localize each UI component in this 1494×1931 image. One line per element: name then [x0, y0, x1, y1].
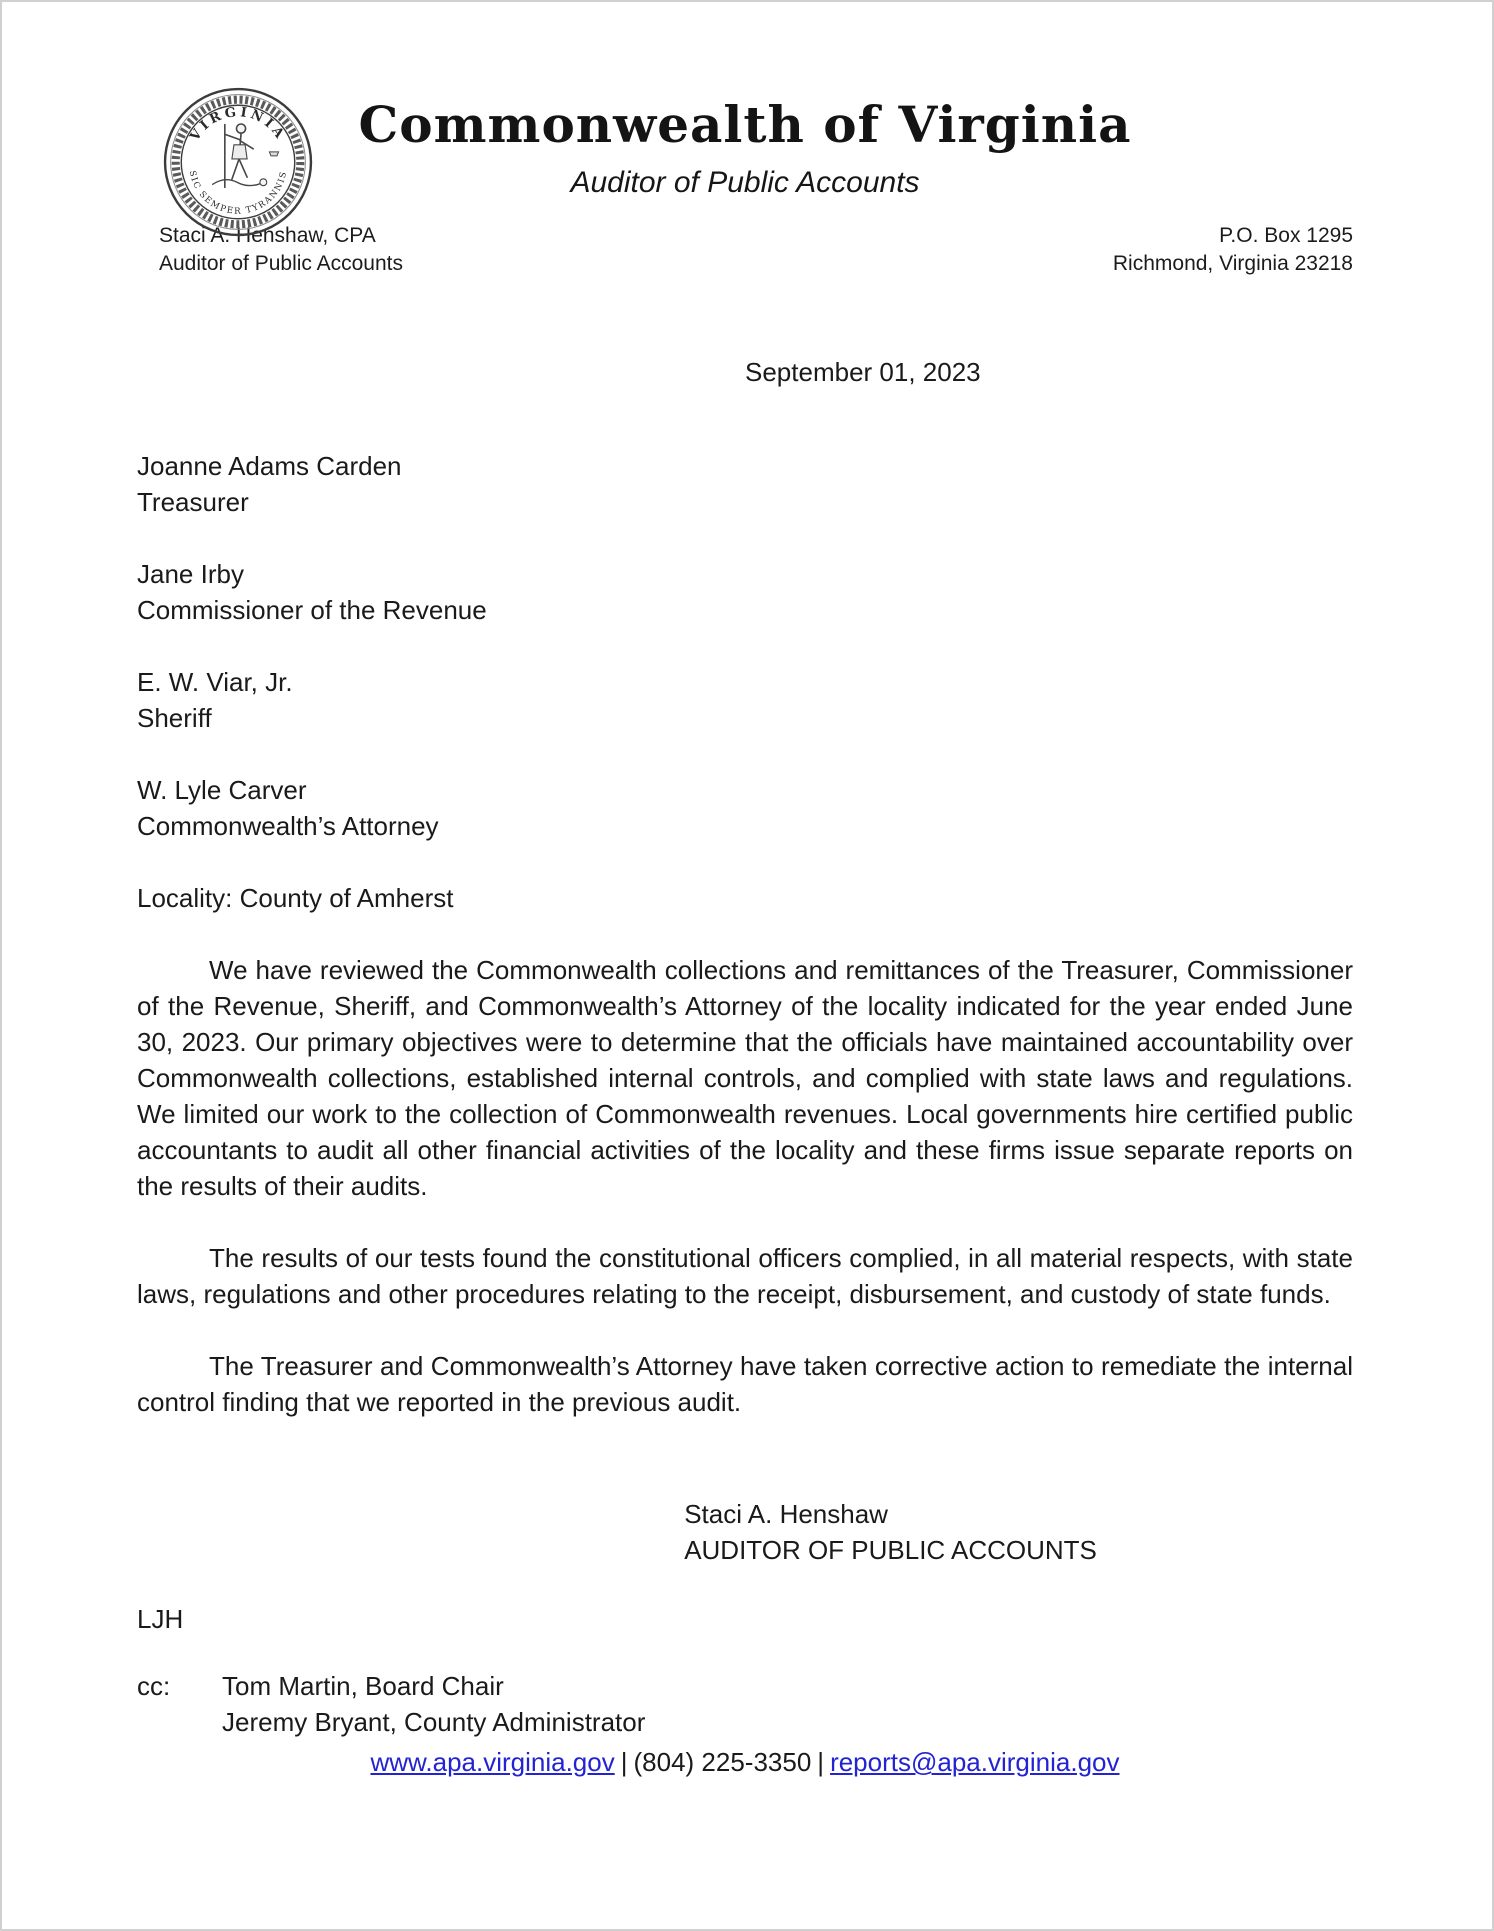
svg-text:SIC SEMPER TYRANNIS: SIC SEMPER TYRANNIS: [186, 169, 290, 217]
letter-content: [2, 2, 1492, 1929]
recipient-name: W. Lyle Carver: [137, 775, 307, 805]
virginia-seal-icon: [162, 86, 314, 238]
signature-name: Staci A. Henshaw: [684, 1499, 888, 1529]
signature-block: [684, 1496, 1353, 1568]
locality-line: Locality: County of Amherst: [137, 883, 454, 913]
cc-name: Jeremy Bryant, County Administrator: [222, 1707, 646, 1737]
footer-separator: |: [817, 1747, 825, 1777]
footer-separator: |: [620, 1747, 628, 1777]
recipient-name: Jane Irby: [137, 559, 244, 589]
recipient-block: [137, 664, 1353, 736]
recipient-title: Sheriff: [137, 703, 212, 733]
footer-email-link[interactable]: reports@apa.virginia.gov: [830, 1747, 1120, 1777]
cc-name: Tom Martin, Board Chair: [222, 1671, 504, 1701]
recipient-title: Commonwealth’s Attorney: [137, 811, 439, 841]
city-line: Richmond, Virginia 23218: [1112, 252, 1353, 275]
typist-initials: LJH: [137, 1604, 184, 1634]
recipient-block: [137, 556, 1353, 628]
recipient-title: Treasurer: [137, 487, 249, 517]
letter-body: [137, 952, 1353, 1420]
cc-names: [222, 1668, 645, 1740]
po-box-line: P.O. Box 1295: [1219, 224, 1353, 247]
signature-title: AUDITOR OF PUBLIC ACCOUNTS: [684, 1535, 1097, 1565]
svg-text:VIRGINIA: VIRGINIA: [187, 104, 289, 144]
page-title: Commonwealth of Virginia: [358, 95, 1132, 154]
page-subtitle: Auditor of Public Accounts: [570, 166, 920, 199]
recipients-list: [137, 448, 1353, 844]
office-address: [1113, 222, 1353, 278]
recipient-block: [137, 448, 1353, 520]
cc-label: cc:: [137, 1671, 171, 1701]
official-title: Auditor of Public Accounts: [159, 252, 403, 275]
body-paragraph: The results of our tests found the constitutional officers complied, in all material respects, with state laws, regulations and other procedures relating to the receipt, disbursement, and custody of state funds.: [137, 1243, 1353, 1309]
letterhead-info-row: [137, 222, 1353, 278]
body-paragraph: We have reviewed the Commonwealth collections and remittances of the Treasurer, Commissioner of the Revenue, Sheriff, and Commonwealth’s Attorney of the locality indicated for the year ended June 30, 2023. Our primary objectives were to determine that the officials have maintained accountability over Commonwealth collections, established internal controls, and complied with state laws and regulations. We limited our work to the collection of Commonwealth revenues. Local governments hire certified public accountants to audit all other financial activities of the locality and these firms issue separate reports on the results of their audits.: [137, 955, 1353, 1201]
footer-website-link[interactable]: www.apa.virginia.gov: [370, 1747, 615, 1777]
footer-phone: (804) 225-3350: [633, 1747, 812, 1777]
recipient-title: Commissioner of the Revenue: [137, 595, 487, 625]
cc-block: [137, 1668, 1353, 1740]
letter-date: September 01, 2023: [745, 357, 981, 387]
page-footer: [137, 1744, 1353, 1780]
letterhead: [137, 2, 1353, 200]
recipient-block: [137, 772, 1353, 844]
recipient-name: E. W. Viar, Jr.: [137, 667, 293, 697]
official-name: Staci A. Henshaw, CPA: [159, 224, 376, 247]
recipient-name: Joanne Adams Carden: [137, 451, 402, 481]
body-paragraph: The Treasurer and Commonwealth’s Attorney have taken corrective action to remediate the internal control finding that we reported in the previous audit.: [137, 1351, 1353, 1417]
